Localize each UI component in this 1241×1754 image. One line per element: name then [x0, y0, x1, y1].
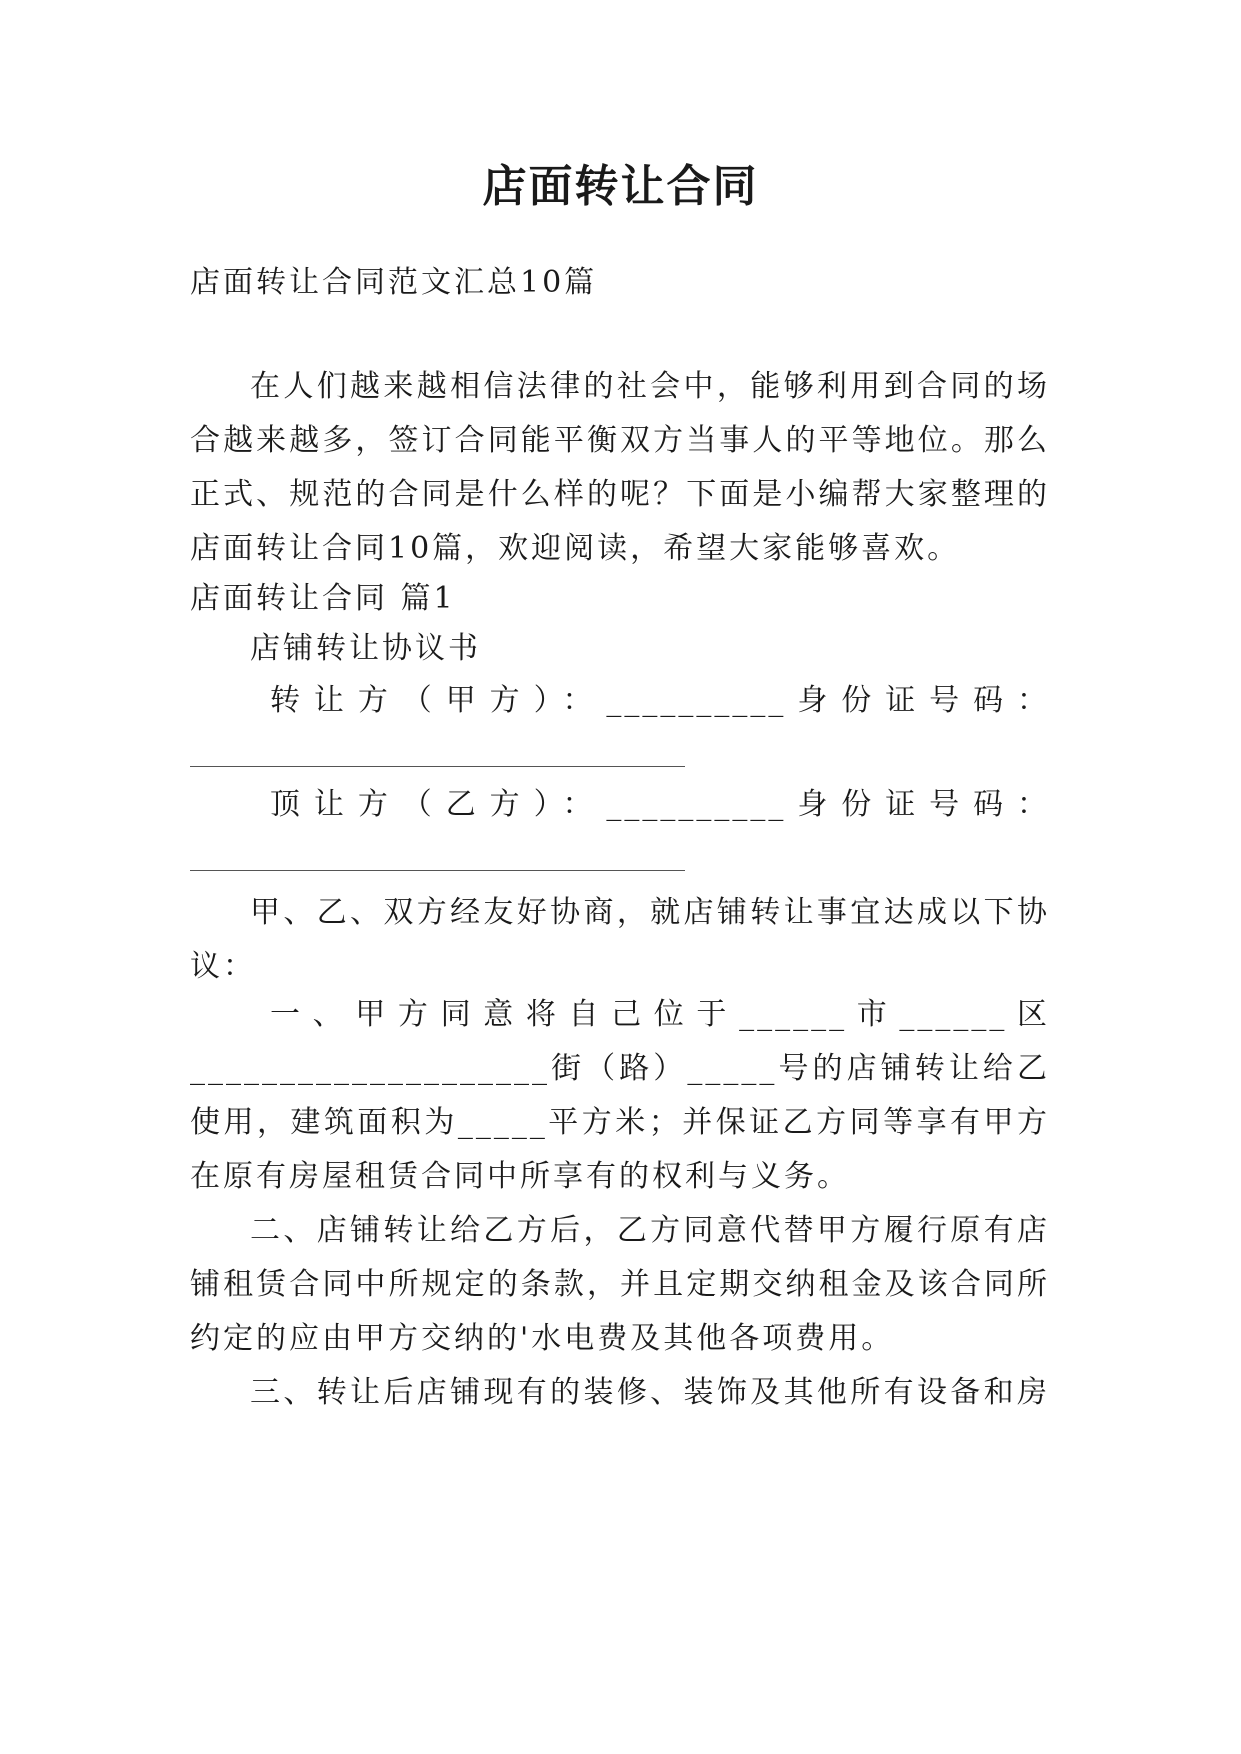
body-line-4: ____________________街（路）_____号的店铺转让给乙	[190, 1051, 1050, 1086]
body-line-9: 约定的应由甲方交纳的'水电费及其他各项费用。	[190, 1321, 895, 1356]
intro-line-4: 店面转让合同10篇，欢迎阅读，希望大家能够喜欢。	[190, 531, 961, 566]
agreement-title: 店铺转让协议书	[250, 631, 481, 666]
party-b-line: 顶让方（乙方）：__________身份证号码：	[270, 787, 1050, 822]
body-line-7: 二、店铺转让给乙方后，乙方同意代替甲方履行原有店	[250, 1213, 1050, 1248]
intro-line-1: 在人们越来越相信法律的社会中，能够利用到合同的场	[250, 369, 1050, 404]
body-line-10: 三、转让后店铺现有的装修、装饰及其他所有设备和房	[250, 1375, 1050, 1410]
intro-line-3: 正式、规范的合同是什么样的呢？下面是小编帮大家整理的	[190, 477, 1050, 512]
body-line-1: 甲、乙、双方经友好协商，就店铺转让事宜达成以下协	[250, 895, 1050, 930]
subtitle: 店面转让合同范文汇总10篇	[190, 265, 598, 300]
body-line-6: 在原有房屋租赁合同中所享有的权利与义务。	[190, 1159, 850, 1194]
section-heading: 店面转让合同 篇1	[190, 581, 456, 616]
intro-line-2: 合越来越多，签订合同能平衡双方当事人的平等地位。那么	[190, 423, 1050, 458]
document-title: 店面转让合同	[482, 161, 759, 212]
body-line-2: 议：	[190, 949, 256, 984]
body-line-8: 铺租赁合同中所规定的条款，并且定期交纳租金及该合同所	[190, 1267, 1050, 1302]
party-a-id-blank	[190, 766, 685, 767]
party-a-line: 转让方（甲方）：__________身份证号码：	[270, 683, 1050, 718]
body-line-5: 使用，建筑面积为_____平方米；并保证乙方同等享有甲方	[190, 1105, 1050, 1140]
party-b-id-blank	[190, 870, 685, 871]
body-line-3: 一、甲方同意将自己位于______市______区	[270, 997, 1050, 1032]
